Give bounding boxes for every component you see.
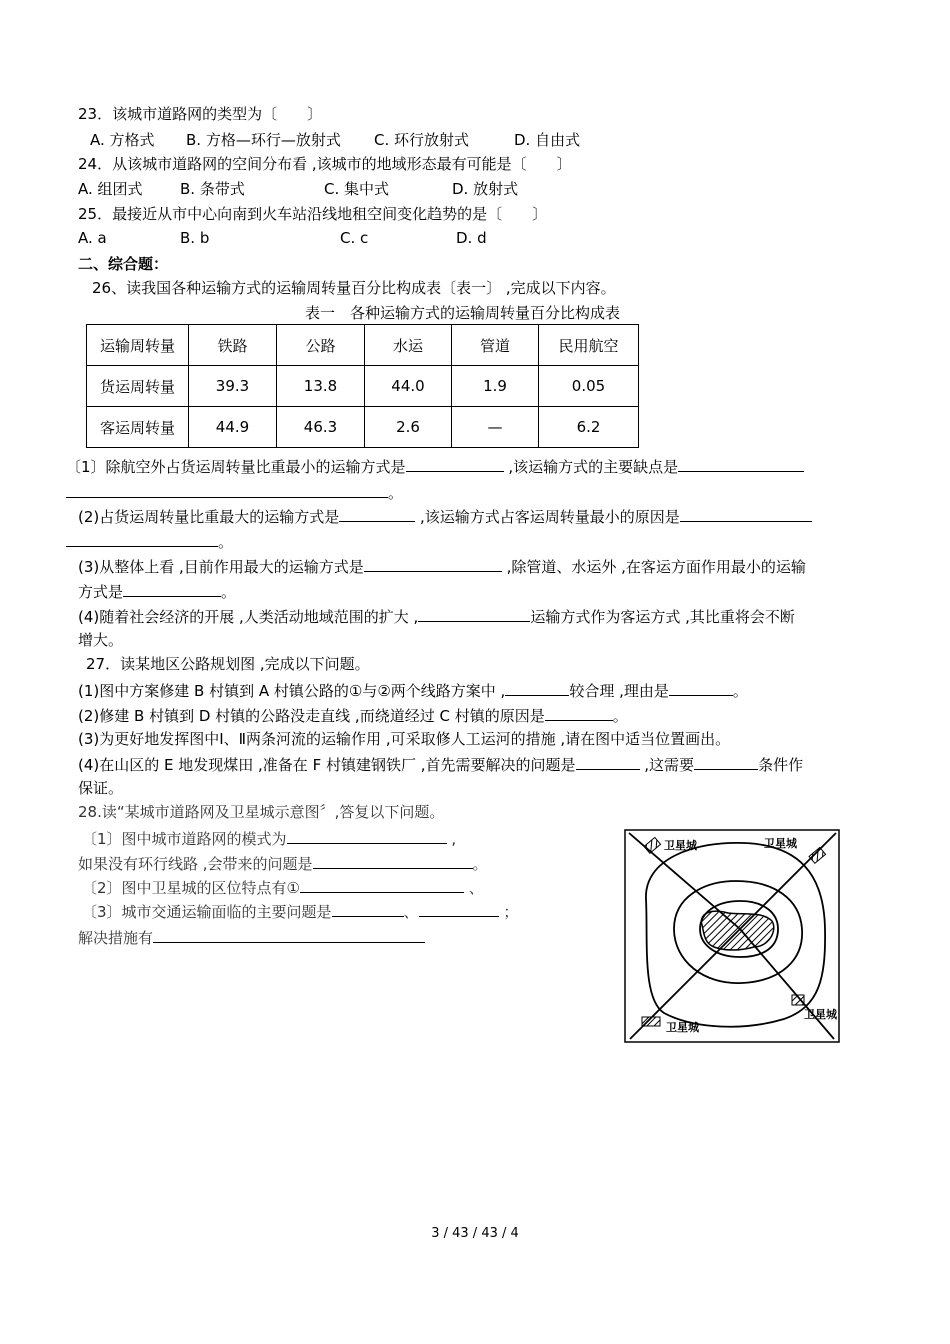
table-header-cell: 铁路 — [189, 325, 277, 366]
city-road-map — [624, 829, 840, 1043]
q23-stem: 23．该城市道路网的类型为〔 〕 — [78, 105, 323, 123]
q26-part1 — [66, 455, 804, 477]
q28-p1-end: 。 — [472, 855, 488, 873]
answer-blank[interactable] — [406, 455, 504, 472]
table-cell: 货运周转量 — [87, 366, 189, 407]
answer-blank[interactable] — [153, 926, 425, 943]
q26-p2-text-a: (2)占货运周转量比重最大的运输方式是 — [78, 508, 340, 526]
q28-p1-text-b: , — [446, 830, 457, 848]
q26-p3-text-b: ,除管道、水运外 ,在客运方面作用最小的运输 — [501, 558, 806, 576]
satellite-town-label: 卫星城 — [764, 837, 797, 850]
table-cell: 2.6 — [365, 407, 452, 448]
q27-p4-text-c: 条件作 — [758, 756, 804, 774]
q25-option-a: A. a — [78, 229, 107, 247]
q28-part1 — [82, 827, 456, 849]
table-cell: 6.2 — [539, 407, 639, 448]
answer-blank[interactable] — [123, 580, 221, 597]
q24-option-a: A. 组团式 — [78, 180, 143, 198]
q26-p3-text-a: (3)从整体上看 ,目前作用最大的运输方式是 — [78, 558, 364, 576]
q24-option-b: B. 条带式 — [180, 180, 245, 198]
q26-p2-end: 。 — [218, 533, 234, 551]
table-header-cell: 民用航空 — [539, 325, 639, 366]
table-cell: 1.9 — [452, 366, 539, 407]
q27-part3: (3)为更好地发挥图中Ⅰ、Ⅱ两条河流的运输作用 ,可采取修人工运河的措施 ,请在图中适当位置画出。 — [78, 730, 731, 748]
satellite-town-marker — [792, 995, 804, 1005]
q23-option-d: D. 自由式 — [514, 131, 581, 149]
q26-p4-text-b: 运输方式作为客运方式 ,其比重将会不断 — [530, 608, 795, 626]
table-caption: 表一 各种运输方式的运输周转量百分比构成表 — [305, 304, 621, 322]
q26-part2 — [78, 505, 812, 527]
q27-part2 — [78, 704, 628, 726]
answer-blank[interactable] — [332, 900, 404, 917]
table-header-cell: 运输周转量 — [87, 325, 189, 366]
transport-table — [86, 324, 639, 448]
table-cell: 46.3 — [277, 407, 365, 448]
table-header-row — [87, 325, 639, 366]
q27-p4-text-a: (4)在山区的 E 地发现煤田 ,准备在 F 村镇建钢铁厂 ,首先需要解决的问题是 — [78, 756, 576, 774]
q24-option-d: D. 放射式 — [452, 180, 519, 198]
table-row — [87, 407, 639, 448]
q28-part3-cont — [78, 926, 425, 948]
q28-p1-text-a: 〔1〕图中城市道路网的模式为 — [82, 830, 287, 848]
q26-p3-text-c: 方式是 — [78, 583, 124, 601]
answer-blank[interactable] — [313, 852, 473, 869]
page-footer: 3 / 43 / 43 / 4 — [431, 1226, 519, 1241]
table-cell: 44.9 — [189, 407, 277, 448]
q26-part2-cont — [66, 530, 233, 552]
q26-part1-cont — [66, 481, 403, 503]
q28-p1-text-c: 如果没有环行线路 ,会带来的问题是 — [78, 855, 313, 873]
q23-option-b: B. 方格—环行—放射式 — [186, 131, 341, 149]
q28-p3-text-c: ； — [498, 903, 519, 921]
q24-stem: 24．从该城市道路网的空间分布看 ,该城市的地域形态最有可能是〔 〕 — [78, 155, 572, 173]
q27-part4-cont: 保证。 — [78, 779, 124, 797]
q27-p1-end: 。 — [732, 682, 748, 700]
q26-stem: 26、读我国各种运输方式的运输周转量百分比构成表〔表一〕 ,完成以下内容。 — [92, 279, 616, 297]
q26-p4-text-a: (4)随着社会经济的开展 ,人类活动地域范围的扩大 , — [78, 608, 419, 626]
q25-stem: 25．最接近从市中心向南到火车站沿线地租空间变化趋势的是〔 〕 — [78, 205, 548, 223]
table-header-cell: 管道 — [452, 325, 539, 366]
q28-part1-cont — [78, 852, 488, 874]
satellite-town-marker — [642, 1017, 660, 1026]
q26-p1-end: 。 — [388, 484, 404, 502]
table-header-cell: 公路 — [277, 325, 365, 366]
q27-stem: 27．读某地区公路规划图 ,完成以下问题。 — [86, 655, 370, 673]
answer-blank[interactable] — [339, 505, 415, 522]
q27-p2-text-a: (2)修建 B 村镇到 D 村镇的公路没走直线 ,而绕道经过 C 村镇的原因是 — [78, 707, 545, 725]
q28-part2 — [82, 876, 484, 898]
q26-part3 — [78, 555, 806, 577]
table-cell: 44.0 — [365, 366, 452, 407]
q28-p2-text-a: 〔2〕图中卫星城的区位特点有① — [82, 879, 300, 897]
q25-option-b: B. b — [180, 229, 210, 247]
answer-blank[interactable] — [505, 679, 569, 696]
q27-part1 — [78, 679, 748, 701]
table-header-cell: 水运 — [365, 325, 452, 366]
q26-p3-end: 。 — [221, 583, 237, 601]
table-cell: 0.05 — [539, 366, 639, 407]
satellite-town-label: 卫星城 — [666, 1021, 699, 1034]
q27-part4 — [78, 753, 803, 775]
q23-option-a: A. 方格式 — [90, 131, 155, 149]
q28-p3-text-a: 〔3〕城市交通运输面临的主要问题是 — [82, 903, 332, 921]
q23-option-c: C. 环行放射式 — [374, 131, 470, 149]
q28-p3-text-b: 、 — [403, 903, 419, 921]
satellite-town-label: 卫星城 — [804, 1008, 837, 1021]
q26-p2-text-b: ,该运输方式占客运周转量最小的原因是 — [415, 508, 680, 526]
q26-part4 — [78, 605, 795, 627]
answer-blank[interactable] — [66, 481, 388, 498]
table-row — [87, 366, 639, 407]
answer-blank[interactable] — [66, 530, 218, 547]
q25-option-c: C. c — [340, 229, 369, 247]
table-cell: 客运周转量 — [87, 407, 189, 448]
q28-p2-text-b: 、 — [464, 879, 484, 897]
section-heading: 二、综合题： — [78, 255, 169, 273]
q27-p4-text-b: ,这需要 — [639, 756, 695, 774]
answer-blank[interactable] — [576, 753, 640, 770]
q25-option-d: D. d — [456, 229, 487, 247]
q24-option-c: C. 集中式 — [324, 180, 390, 198]
q27-p1-text-a: (1)图中方案修建 B 村镇到 A 村镇公路的①与②两个线路方案中 , — [78, 682, 506, 700]
answer-blank[interactable] — [680, 505, 812, 522]
q28-stem: 28.读“某城市道路网及卫星城示意图〞,答复以下问题。 — [78, 803, 445, 821]
table-cell: 39.3 — [189, 366, 277, 407]
answer-blank[interactable] — [419, 900, 499, 917]
q26-p1-text-b: ,该运输方式的主要缺点是 — [503, 458, 679, 476]
table-cell: 13.8 — [277, 366, 365, 407]
answer-blank[interactable] — [418, 605, 530, 622]
answer-blank[interactable] — [300, 876, 464, 893]
answer-blank[interactable] — [287, 827, 447, 844]
q26-part4-cont: 增大。 — [78, 631, 124, 649]
answer-blank[interactable] — [364, 555, 502, 572]
answer-blank[interactable] — [694, 753, 758, 770]
q28-p3-text-d: 解决措施有 — [78, 929, 154, 947]
table-cell: — — [452, 407, 539, 448]
q26-part3-cont — [78, 580, 236, 602]
q28-part3 — [82, 900, 518, 922]
satellite-town-label: 卫星城 — [664, 839, 697, 852]
answer-blank[interactable] — [669, 679, 733, 696]
answer-blank[interactable] — [678, 455, 804, 472]
q26-p1-text-a: 〔1〕除航空外占货运周转量比重最小的运输方式是 — [66, 458, 406, 476]
answer-blank[interactable] — [545, 704, 613, 721]
q27-p2-end: 。 — [612, 707, 628, 725]
q27-p1-text-b: 较合理 ,理由是 — [569, 682, 669, 700]
city-center — [701, 911, 773, 950]
